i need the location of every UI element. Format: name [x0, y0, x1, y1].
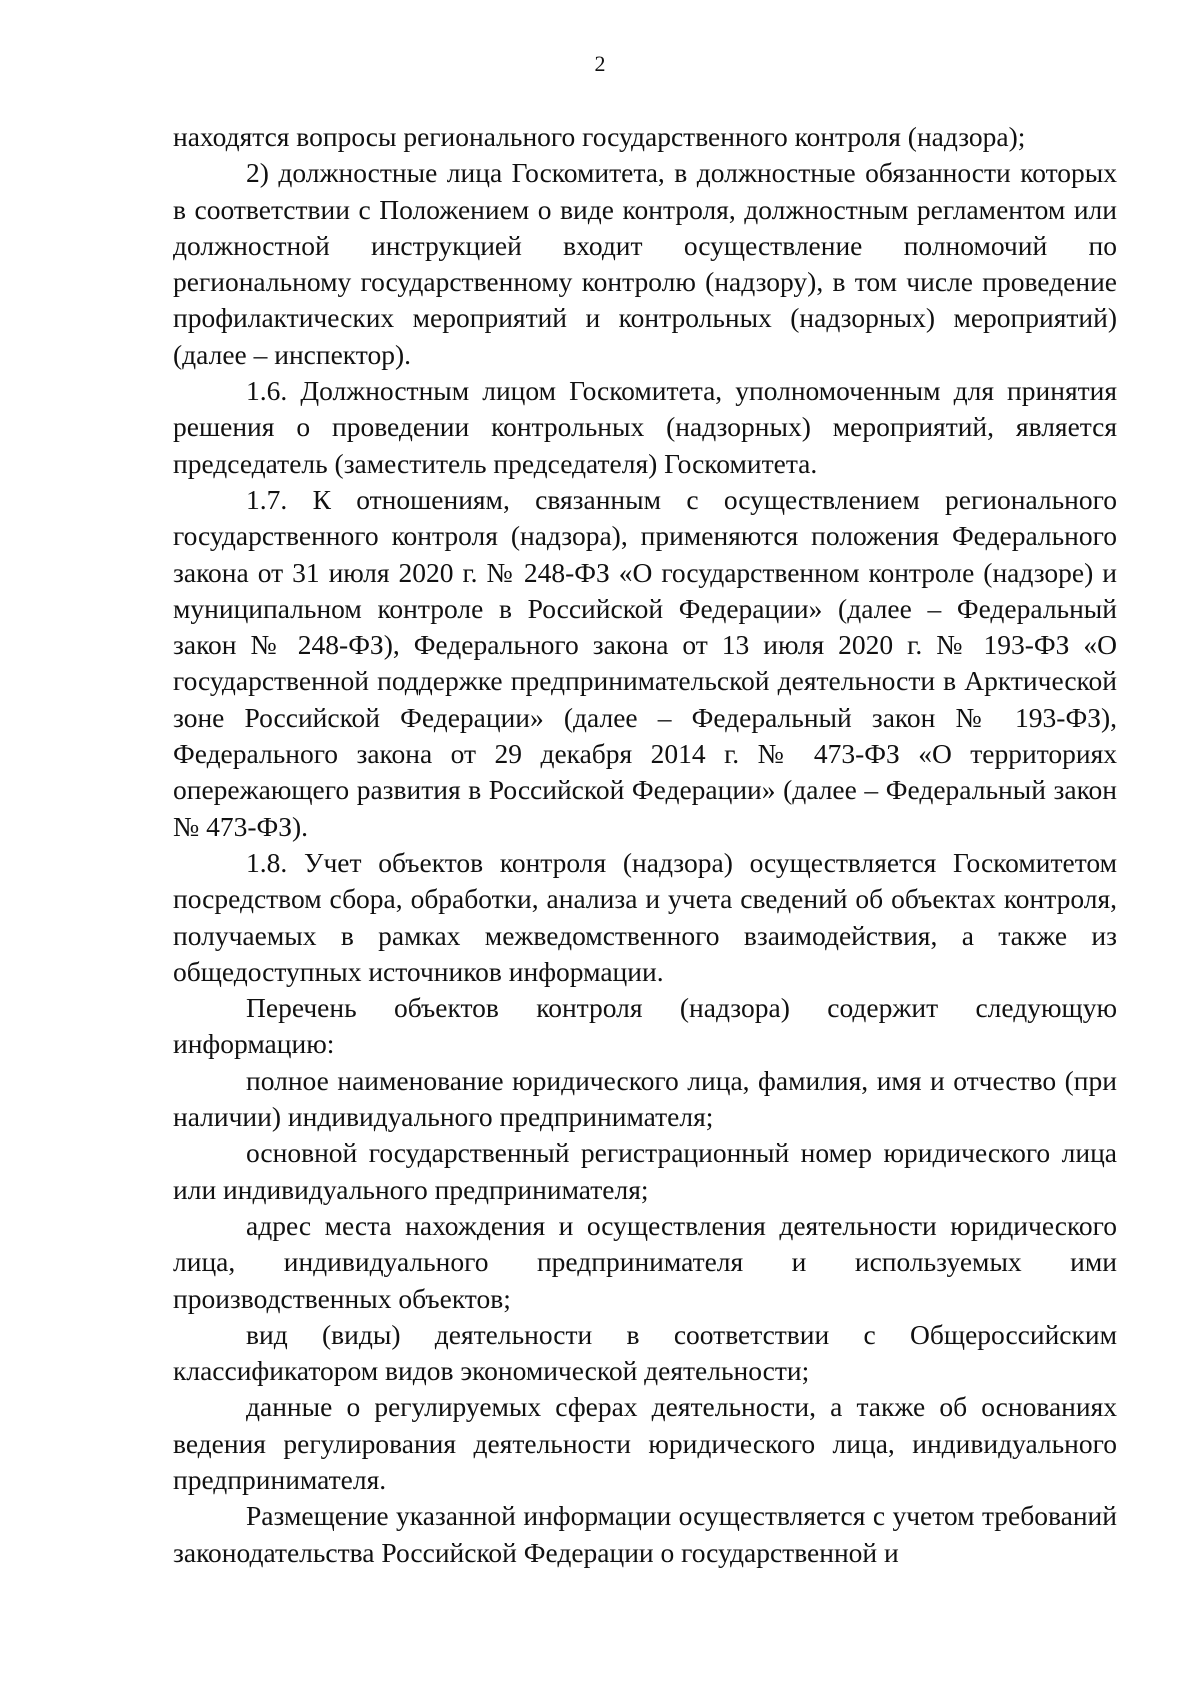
paragraph-1-8: 1.8. Учет объектов контроля (надзора) осуществляется Госкомитетом посредством сбора, обработки, анализа и учета сведений об объектах контроля, получаемых в рамках межведомственного взаимодействия, а также из общедоступных источников информации. — [173, 846, 1117, 987]
paragraph-list-item-regulation: данные о регулируемых сферах деятельности, а также об основаниях ведения регулирования деятельности юридического лица, индивидуального предпринимателя. — [173, 1391, 1117, 1495]
paragraph-placement: Размещение указанной информации осуществляется с учетом требований законодательства Российской Федерации о государственной и — [173, 1500, 1117, 1568]
paragraph-1-6: 1.6. Должностным лицом Госкомитета, уполномоченным для принятия решения о проведении контрольных (надзорных) мероприятий, является председатель (заместитель председателя) Госкомитета. — [173, 375, 1117, 479]
paragraph-1-7: 1.7. К отношениям, связанным с осуществлением регионального государственного контроля (надзора), применяются положения Федерального закона от 31 июля 2020 г. № 248-ФЗ «О государственном контроле (надзоре) и муниципальном контроле в Российской Федерации» (далее – Федеральный закон № 248-ФЗ), Федерального закона от 13 июля 2020 г. № 193-ФЗ «О государственной поддержке предпринимательской деятельности в Арктической зоне Российской Федерации» (далее – Федеральный закон № 193-ФЗ), Федерального закона от 29 декабря 2014 г. № 473-ФЗ «О территориях опережающего развития в Российской Федерации» (далее – Федеральный закон № 473-ФЗ). — [173, 483, 1117, 842]
paragraph-list-item-address: адрес места нахождения и осуществления деятельности юридического лица, индивидуального предпринимателя и используемых ими производственных объектов; — [173, 1209, 1117, 1314]
paragraph-item-2: 2) должностные лица Госкомитета, в должностные обязанности которых в соответствии с Положением о виде контроля, должностным регламентом или должностной инструкцией входит осуществление полномочий по региональному государственному контролю (надзору), в том числе проведение профилактических мероприятий и контрольных (надзорных) мероприятий) (далее – инспектор). — [173, 157, 1117, 370]
paragraph-list-item-ogrn: основной государственный регистрационный номер юридического лица или индивидуального предпринимателя; — [173, 1137, 1117, 1205]
page-number: 2 — [594, 51, 606, 76]
paragraph-list-item-name: полное наименование юридического лица, фамилия, имя и отчество (при наличии) индивидуального предпринимателя; — [173, 1064, 1117, 1133]
document-body — [173, 119, 1117, 1571]
paragraph-list-intro: Перечень объектов контроля (надзора) содержит следующую информацию: — [173, 992, 1117, 1060]
paragraph-list-item-activity: вид (виды) деятельности в соответствии с Общероссийским классификатором видов экономической деятельности; — [173, 1318, 1117, 1387]
paragraph-continuation: находятся вопросы регионального государственного контроля (надзора); — [173, 121, 1026, 152]
